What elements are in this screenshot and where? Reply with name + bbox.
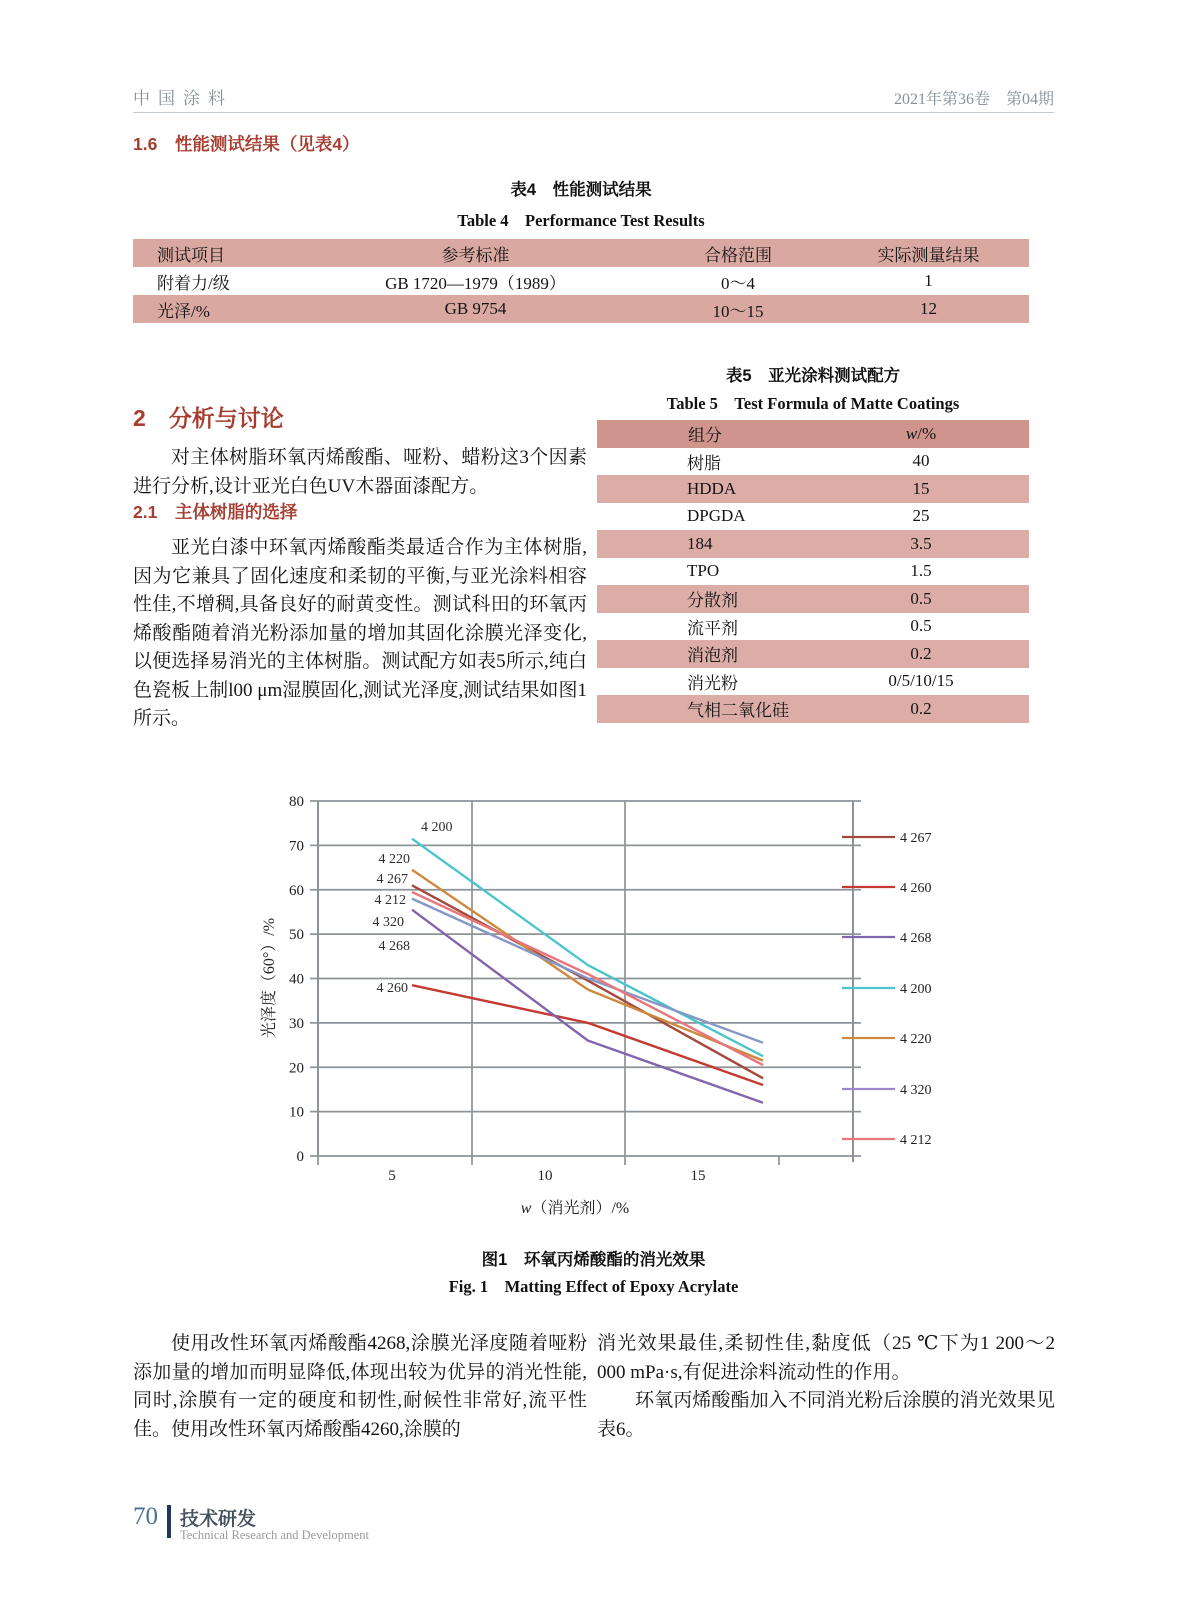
legend-label: 4 200: [900, 982, 932, 997]
table-cell: 合格范围: [704, 245, 772, 265]
footer-section-cn: 技术研发: [180, 1509, 257, 1530]
y-tick-label: 10: [289, 1104, 304, 1121]
y-axis-title: 光泽度（60°）/%: [261, 917, 278, 1039]
issue-info: 2021年第36卷 第04期: [893, 91, 1054, 108]
table-cell: TPO: [687, 561, 720, 581]
table-cell: 12: [920, 299, 937, 318]
table-cell: 分散剂: [687, 591, 738, 611]
table-row: [597, 503, 1029, 531]
series-label: 4 220: [378, 852, 410, 867]
table-cell: 15: [912, 478, 930, 498]
section-1-6-heading: 1.6 性能测试结果（见表4）: [133, 134, 360, 154]
table-row: [597, 558, 1029, 586]
bottom-right-paragraph-2: 环氧丙烯酸酯加入不同消光粉后涂膜的消光效果见表6。: [597, 1390, 1055, 1440]
table-row: [597, 475, 1029, 503]
legend-label: 4 260: [900, 881, 932, 896]
table-row: [597, 420, 1029, 448]
journal-name: 中国涂料: [133, 89, 233, 108]
series-line-4260: [412, 985, 763, 1085]
table-row: [133, 295, 1029, 323]
y-tick-label: 80: [289, 794, 304, 810]
header-rule: [133, 112, 1054, 113]
figure1-chart: [258, 771, 998, 1226]
y-tick-label: 0: [296, 1149, 304, 1165]
table-4-performance-results: [133, 239, 1029, 323]
table-cell: 0.5: [910, 616, 932, 636]
series-label: 4 268: [378, 939, 410, 954]
footer-section-en: Technical Research and Development: [180, 1528, 369, 1542]
table5-title-cn: 表5 亚光涂料测试配方: [725, 367, 901, 385]
series-label: 4 320: [372, 915, 404, 930]
table-row: [133, 239, 1029, 267]
table-cell: 参考标准: [441, 245, 510, 265]
table-row: [597, 640, 1029, 668]
x-axis-title: w（消光剂）/%: [520, 1200, 630, 1217]
table-cell: 附着力/级: [157, 273, 230, 293]
legend-label: 4 267: [900, 831, 932, 846]
table-cell: 气相二氧化硅: [687, 701, 789, 721]
table4-title-en: Table 4 Performance Test Results: [457, 211, 705, 230]
table-cell: 光泽/%: [157, 301, 210, 321]
y-tick-label: 30: [289, 1015, 304, 1032]
legend-label: 4 220: [900, 1032, 932, 1047]
series-line-4268: [412, 910, 763, 1103]
section-2-paragraph: 对主体树脂环氧丙烯酸酯、哑粉、蜡粉这3个因素进行分析,设计亚光白色UV木器面漆配方。: [133, 447, 587, 497]
y-tick-label: 60: [289, 882, 304, 899]
table-cell: 40: [912, 451, 930, 471]
legend-label: 4 320: [900, 1083, 932, 1098]
table4-title-cn: 表4 性能测试结果: [510, 181, 652, 199]
table-cell: 3.5: [910, 533, 932, 553]
table-cell: 0.5: [910, 588, 932, 608]
table-row: [597, 668, 1029, 696]
series-line-4267: [412, 885, 763, 1078]
y-tick-label: 70: [289, 838, 304, 855]
section-2-1-paragraph: 亚光白漆中环氧丙烯酸酯类最适合作为主体树脂,因为它兼具了固化速度和柔韧的平衡,与亚光涂料相容性佳,不增稠,具备良好的耐黄变性。测试科田的环氧丙烯酸酯随着消光粉添加量的增加其固化涂膜光泽变化,以便选择易消光的主体树脂。测试配方如表5所示,纯白色瓷板上制l00 μm湿膜固化,测试光泽度,测试结果如图1所示。: [133, 537, 587, 729]
bottom-right-column: [597, 1330, 1055, 1444]
figure1-caption-en: Fig. 1 Matting Effect of Epoxy Acrylate: [448, 1277, 739, 1296]
table-cell: 消泡剂: [687, 646, 738, 666]
legend-label: 4 268: [900, 931, 932, 946]
series-label: 4 260: [376, 981, 408, 996]
series-label: 4 212: [374, 893, 406, 908]
table-cell: 25: [912, 506, 930, 526]
section-2-heading: 2 分析与讨论: [133, 405, 284, 431]
legend-label: 4 212: [900, 1133, 932, 1148]
table-cell: DPGDA: [687, 506, 746, 526]
bottom-right-paragraph-1: 消光效果最佳,柔韧性佳,黏度低（25 ℃下为1 200～2 000 mPa·s,有促进涂料流动性的作用。: [597, 1333, 1055, 1383]
table-row: [133, 267, 1029, 295]
table-cell: 实际测量结果: [877, 245, 980, 265]
table-cell: 消光粉: [687, 673, 738, 693]
page-number: 70: [133, 1503, 158, 1530]
x-tick-label: 15: [690, 1168, 706, 1184]
table5-title-en: Table 5 Test Formula of Matte Coatings: [666, 394, 960, 413]
y-tick-label: 40: [289, 971, 304, 988]
table-cell: 1: [924, 271, 933, 290]
table-cell: HDDA: [687, 478, 737, 498]
section-2-1-heading: 2.1 主体树脂的选择: [133, 502, 298, 522]
table-5-test-formula: [597, 420, 1029, 723]
table-cell: 树脂: [687, 453, 721, 473]
footer-divider-bar: [167, 1505, 171, 1538]
table-cell: 0/5/10/15: [888, 671, 954, 691]
table-cell: GB 9754: [444, 299, 507, 318]
table-cell: 1.5: [910, 561, 932, 581]
x-tick-label: 10: [537, 1168, 553, 1184]
series-line-4320: [412, 899, 763, 1043]
table-cell: 流平剂: [687, 618, 738, 638]
bottom-left-paragraph: 使用改性环氧丙烯酸酯4268,涂膜光泽度随着哑粉添加量的增加而明显降低,体现出较为优异的消光性能,同时,涂膜有一定的硬度和韧性,耐候性非常好,流平性佳。使用改性环氧丙烯酸酯4260,涂膜的: [133, 1333, 587, 1440]
table-cell: 测试项目: [157, 245, 225, 265]
table-cell: 0.2: [910, 643, 932, 663]
series-label: 4 267: [376, 872, 408, 887]
table-cell: 10～15: [712, 301, 764, 321]
table-row: [597, 585, 1029, 613]
table-cell: GB 1720—1979（1989）: [385, 273, 566, 293]
y-tick-label: 20: [289, 1060, 304, 1077]
table-cell: 0～4: [721, 273, 755, 293]
table-row: [597, 695, 1029, 723]
line-chart: [258, 771, 998, 1226]
table-cell: 0.2: [910, 698, 932, 718]
y-tick-label: 50: [289, 927, 304, 944]
x-tick-label: 5: [388, 1168, 396, 1184]
table-row: [597, 448, 1029, 476]
table-row: [597, 613, 1029, 641]
table-cell: w/%: [905, 423, 937, 443]
table-cell: 184: [687, 533, 713, 553]
series-label: 4 200: [421, 820, 453, 835]
table-cell: 组分: [688, 426, 722, 446]
table-row: [597, 530, 1029, 558]
figure1-caption-cn: 图1 环氧丙烯酸酯的消光效果: [481, 1251, 706, 1269]
